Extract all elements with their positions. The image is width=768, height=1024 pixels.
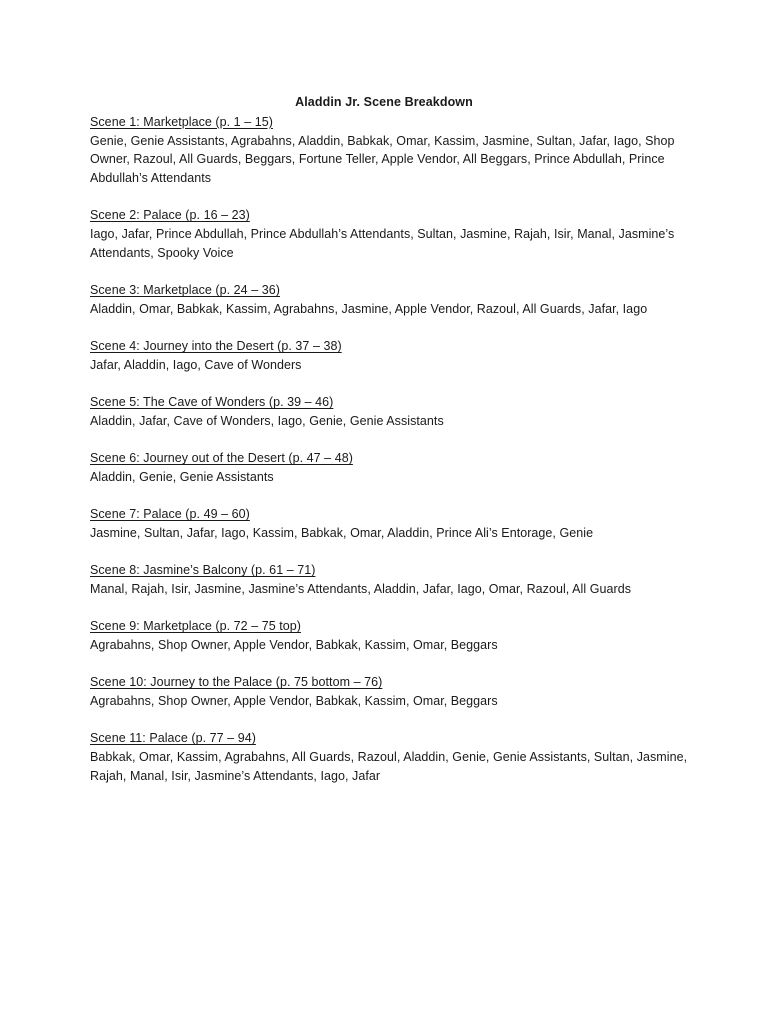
scene-cast: Jasmine, Sultan, Jafar, Iago, Kassim, Babkak, Omar, Aladdin, Prince Ali’s Entorage, Genie bbox=[90, 525, 594, 540]
scene-cast: Genie, Genie Assistants, Agrabahns, Aladdin, Babkak, Omar, Kassim, Jasmine, Sultan, Jafar, Iago, Shop Owner, Razoul, All Guards, Beggars, Fortune Teller, Apple Vendor, All Beggars, Prince Abdullah, Prince Abdullah’s Attendants bbox=[90, 133, 675, 186]
scene-list bbox=[90, 113, 690, 804]
scene-2 bbox=[90, 206, 690, 262]
scene-10 bbox=[90, 673, 690, 710]
scene-heading: Scene 9: Marketplace (p. 72 – 75 top) bbox=[90, 619, 301, 634]
scene-heading: Scene 8: Jasmine’s Balcony (p. 61 – 71) bbox=[90, 563, 316, 578]
scene-heading: Scene 11: Palace (p. 77 – 94) bbox=[90, 731, 256, 746]
scene-heading: Scene 1: Marketplace (p. 1 – 15) bbox=[90, 115, 273, 129]
scene-7 bbox=[90, 505, 690, 542]
scene-5 bbox=[90, 393, 690, 430]
scene-4 bbox=[90, 337, 690, 374]
scene-heading: Scene 5: The Cave of Wonders (p. 39 – 46) bbox=[90, 395, 334, 410]
scene-heading: Scene 10: Journey to the Palace (p. 75 bottom – 76) bbox=[90, 675, 383, 690]
scene-cast: Iago, Jafar, Prince Abdullah, Prince Abdullah’s Attendants, Sultan, Jasmine, Rajah, Isir, Manal, Jasmine’s Attendants, Spooky Voice bbox=[90, 227, 675, 260]
scene-cast: Babkak, Omar, Kassim, Agrabahns, All Guards, Razoul, Aladdin, Genie, Genie Assistants, Sultan, Jasmine, Rajah, Manal, Isir, Jasmine’s Attendants, Iago, Jafar bbox=[90, 749, 688, 783]
scene-cast: Jafar, Aladdin, Iago, Cave of Wonders bbox=[90, 357, 302, 372]
scene-1 bbox=[90, 113, 690, 188]
scene-cast: Agrabahns, Shop Owner, Apple Vendor, Babkak, Kassim, Omar, Beggars bbox=[90, 693, 498, 708]
scene-heading: Scene 6: Journey out of the Desert (p. 47 – 48) bbox=[90, 451, 353, 466]
scene-heading: Scene 7: Palace (p. 49 – 60) bbox=[90, 507, 250, 522]
scene-cast: Aladdin, Jafar, Cave of Wonders, Iago, Genie, Genie Assistants bbox=[90, 413, 444, 428]
scene-cast: Manal, Rajah, Isir, Jasmine, Jasmine’s Attendants, Aladdin, Jafar, Iago, Omar, Razoul, All Guards bbox=[90, 581, 631, 596]
scene-cast: Aladdin, Omar, Babkak, Kassim, Agrabahns, Jasmine, Apple Vendor, Razoul, All Guards, Jafar, Iago bbox=[90, 301, 648, 316]
scene-3 bbox=[90, 281, 690, 318]
scene-cast: Agrabahns, Shop Owner, Apple Vendor, Babkak, Kassim, Omar, Beggars bbox=[90, 637, 498, 652]
scene-6 bbox=[90, 449, 690, 486]
document-title: Aladdin Jr. Scene Breakdown bbox=[295, 95, 473, 109]
scene-heading: Scene 3: Marketplace (p. 24 – 36) bbox=[90, 283, 280, 298]
scene-11 bbox=[90, 729, 690, 785]
scene-8 bbox=[90, 561, 690, 598]
scene-cast: Aladdin, Genie, Genie Assistants bbox=[90, 469, 274, 484]
scene-heading: Scene 4: Journey into the Desert (p. 37 – 38) bbox=[90, 339, 342, 354]
scene-9 bbox=[90, 617, 690, 654]
scene-heading: Scene 2: Palace (p. 16 – 23) bbox=[90, 208, 250, 223]
